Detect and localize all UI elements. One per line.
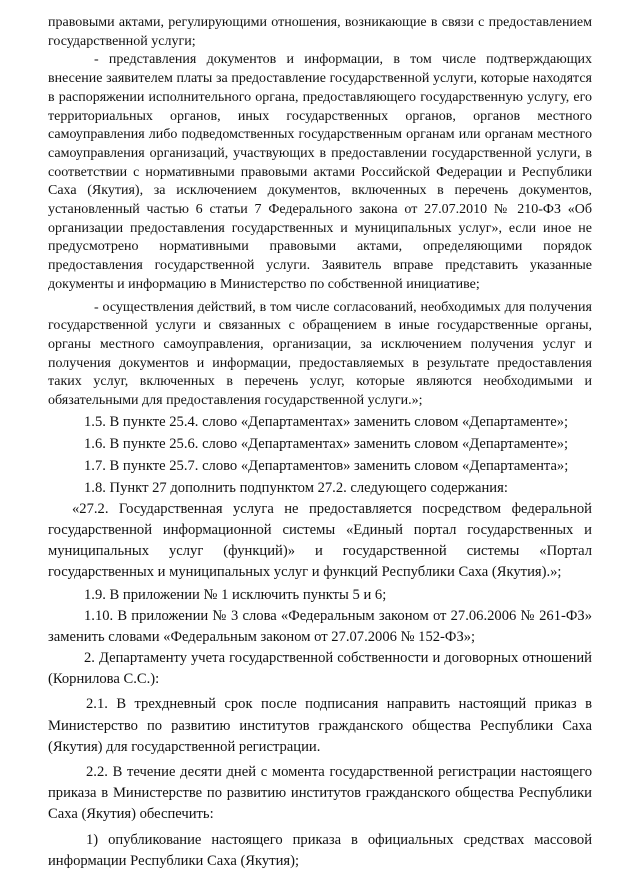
item-2: 2. Департаменту учета государственной собственности и договорных отношений (Корнилова С.С.): [48,649,592,688]
item-2-2-1: 1) опубликование настоящего приказа в официальных средствах массовой информации Республики Саха (Якутия); [48,831,592,869]
item-1-5: 1.5. В пункте 25.4. слово «Департаментах» заменить словом «Департаменте»; [84,413,569,430]
item-1-10: 1.10. В приложении № 3 слова «Федеральным законом от 27.06.2006 № 261-ФЗ» заменить словами «Федеральным законом от 27.07.2006 № 152-ФЗ»; [48,607,592,645]
paragraph-documents-exception: - представления документов и информации, в том числе подтверждающих внесение заявителем платы за предоставление государственной услуги, которые находятся в распоряжении исполнительного органа, предоставляющего государственную услугу, его территориальных органов, иных государственных органов, органов местного самоуправления либо подведомственных государственным органам или органам местного самоуправления организаций, участвующих в предоставлении государственной услуги, в соответствии с нормативными правовыми актами Российской Федерации и Республики Саха (Якутия), за исключением документов, включенных в перечень документов, установленный частью 6 статьи 7 Федерального закона от 27.07.2010 № 210-ФЗ «Об организации предоставления государственных и муниципальных услуг», если иное не предусмотрено нормативными правовыми актами, определяющими порядок предоставления государственной услуги. Заявитель вправе представить указанные документы и информацию в Министерство по собственной инициативе; [48,52,592,292]
item-1-7: 1.7. В пункте 25.7. слово «Департаментов» заменить словом «Департамента»; [84,457,569,474]
item-2-1: 2.1. В трехдневный срок после подписания направить настоящий приказ в Министерство по развитию институтов гражданского общества Республики Саха (Якутия) для государственной регистрации. [48,696,592,755]
paragraph-continuation: правовыми актами, регулирующими отношения, возникающие в связи с предоставлением государственной услуги; [48,15,592,49]
item-1-8: 1.8. Пункт 27 дополнить подпунктом 27.2. следующего содержания: [84,479,508,496]
item-1-6: 1.6. В пункте 25.6. слово «Департаментах» заменить словом «Департаменте»; [84,435,569,452]
paragraph-actions-exception: - осуществления действий, в том числе согласований, необходимых для получения государственной услуги и связанных с обращением в иные государственные органы, органы местного самоуправления, организации, за исключением получения услуг и получения документов и информации, предоставляемых в результате предоставления таких услуг, включенных в перечень услуг, которые являются необходимыми и обязательными для предоставления государственной услуги.»; [48,299,592,409]
item-27-2-quote: «27.2. Государственная услуга не предоставляется посредством федеральной государственной информационной системы «Единый портал государственных и муниципальных услуг (функций)» и государственной системы «Портал государственных и муниципальных услуг и функций Республики Саха (Якутия).»; [48,500,592,581]
item-2-2: 2.2. В течение десяти дней с момента государственной регистрации настоящего приказа в Министерстве по развитию институтов гражданского общества Республики Саха (Якутия) обеспечить: [48,764,592,823]
item-1-9: 1.9. В приложении № 1 исключить пункты 5 и 6; [84,586,387,603]
